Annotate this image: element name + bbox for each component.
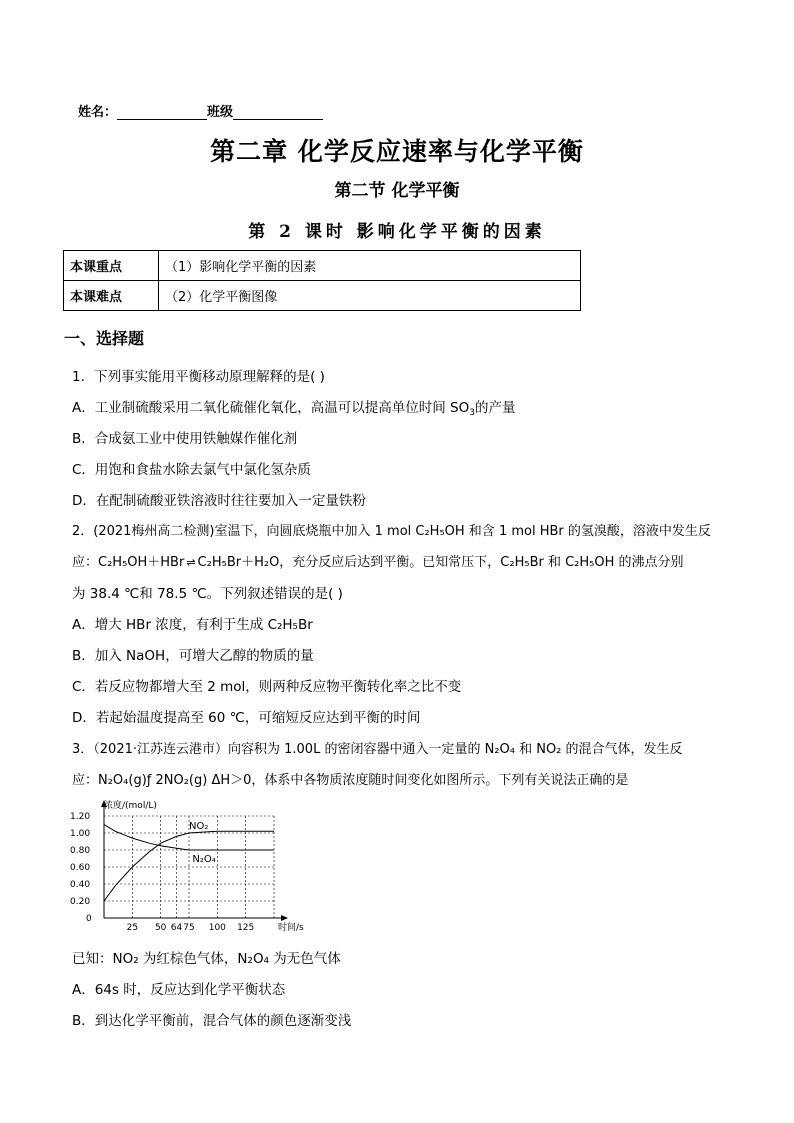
y-tick-label: 0.60	[70, 863, 91, 873]
y-tick-label: 1.00	[70, 829, 91, 839]
equilibrium-arrow-icon: ⇌	[186, 556, 196, 569]
q1-a-sub: 3	[469, 408, 475, 418]
q1-option-d: D．在配制硫酸亚铁溶液时往往要加入一定量铁粉	[72, 493, 366, 509]
difficulty-value: （2）化学平衡图像	[159, 281, 581, 311]
q3-line2: 应：N₂O₄(g)ƒ 2NO₂(g) ΔH＞0，体系中各物质浓度随时间变化如图所示。下列有关说法正确的是	[72, 773, 629, 788]
q2-line1: 2．(2021梅州高二检测)室温下，向圆底烧瓶中加入 1 mol C₂H₅OH 和含 1 mol HBr 的氢溴酸，溶液中发生反	[72, 524, 711, 539]
x-axis-label: 时间/s	[278, 923, 304, 933]
focus-value: （1）影响化学平衡的因素	[159, 251, 581, 281]
x-tick-label: 125	[237, 923, 255, 933]
series-label-no2: NO₂	[189, 820, 209, 832]
focus-table	[63, 250, 581, 311]
y-tick-label: 1.20	[70, 812, 91, 822]
q2-line3: 为 38.4 ℃和 78.5 ℃。下列叙述错误的是( )	[72, 586, 343, 602]
q2-option-a: A．增大 HBr 浓度，有利于生成 C₂H₅Br	[72, 617, 313, 633]
x-tick-label: 64	[170, 923, 183, 933]
section-title: 第二节 化学平衡	[334, 181, 460, 201]
student-info-line	[78, 101, 323, 120]
series-label-n2o4: N₂O₄	[192, 853, 216, 865]
y-axis-label: 浓度/(mol/L)	[104, 801, 157, 811]
table-row	[64, 251, 581, 281]
q2-line2-post: C₂H₅Br＋H₂O，充分反应后达到平衡。已知常压下，C₂H₅Br 和 C₂H₅OH 的沸点分别	[197, 555, 684, 570]
q1-a-post: 的产量	[474, 400, 516, 416]
q1-a-text: A．工业制硫酸采用二氧化硫催化氧化，高温可以提高单位时间 SO	[72, 400, 470, 416]
q2-line2	[72, 551, 684, 570]
y-tick-label: 0	[86, 914, 92, 924]
name-label: 姓名：	[78, 105, 118, 120]
name-blank[interactable]	[117, 105, 207, 120]
q1-option-c: C．用饱和食盐水除去氯气中氯化氢杂质	[72, 462, 311, 478]
x-tick-label: 25	[126, 923, 139, 933]
q2-option-d: D．若起始温度提高至 60 ℃，可缩短反应达到平衡的时间	[72, 710, 421, 726]
concentration-time-chart	[68, 795, 318, 940]
q2-option-b: B．加入 NaOH，可增大乙醇的物质的量	[72, 648, 314, 664]
q1-option-b: B．合成氨工业中使用铁触媒作催化剂	[72, 431, 298, 447]
x-axis-arrow-icon	[281, 915, 288, 921]
chapter-title: 第二章 化学反应速率与化学平衡	[210, 137, 584, 166]
q3-option-a: A．64s 时，反应达到化学平衡状态	[72, 982, 286, 998]
y-tick-label: 0.40	[70, 880, 91, 890]
q1-option-a	[72, 396, 515, 416]
q1-stem: 1．下列事实能用平衡移动原理解释的是( )	[72, 369, 325, 385]
x-tick-label: 100	[208, 923, 226, 933]
class-blank[interactable]	[233, 105, 323, 120]
difficulty-key: 本课难点	[64, 281, 159, 311]
y-tick-label: 0.20	[70, 897, 91, 907]
focus-key: 本课重点	[64, 251, 159, 281]
q2-line2-pre: 应：C₂H₅OH＋HBr	[72, 555, 185, 570]
y-tick-label: 0.80	[70, 846, 91, 856]
x-tick-label: 75	[183, 923, 195, 933]
x-tick-label: 50	[154, 923, 167, 933]
q3-line1: 3．（2021·江苏连云港市）向容积为 1.00L 的密闭容器中通入一定量的 N₂O₄ 和 NO₂ 的混合气体，发生反	[72, 742, 683, 757]
q3-option-b: B．到达化学平衡前，混合气体的颜色逐渐变浅	[72, 1013, 352, 1029]
section-heading: 一、选择题	[64, 329, 145, 348]
table-row	[64, 281, 581, 311]
class-label: 班级	[207, 105, 234, 120]
lesson-title: 第 2 课时 影响化学平衡的因素	[248, 222, 546, 242]
q2-option-c: C．若反应物都增大至 2 mol，则两种反应物平衡转化率之比不变	[72, 679, 462, 695]
q3-known: 已知：NO₂ 为红棕色气体，N₂O₄ 为无色气体	[72, 951, 341, 967]
chart-ticks	[70, 812, 254, 933]
